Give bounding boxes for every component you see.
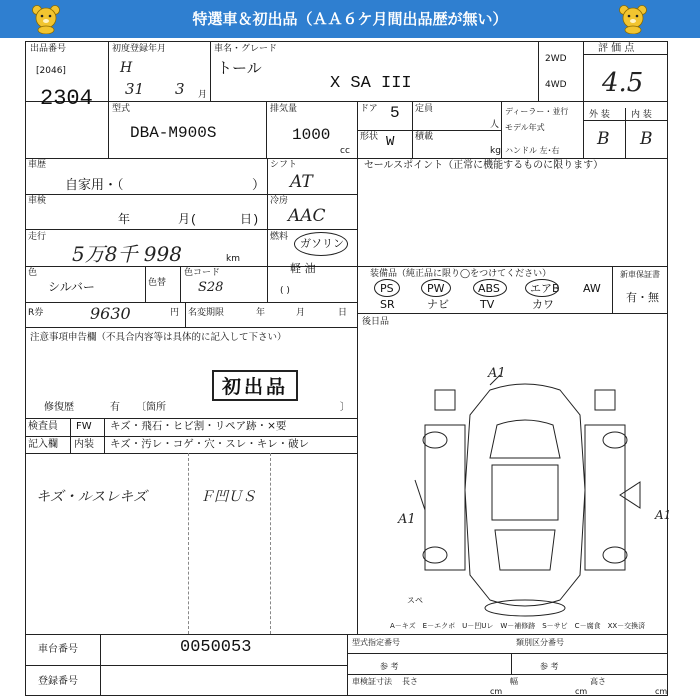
title-change-day: 日 bbox=[338, 308, 348, 318]
width-label: 幅 bbox=[510, 677, 518, 686]
fuel-paren: ( ) bbox=[280, 286, 290, 296]
divider bbox=[145, 266, 146, 302]
equip-circle bbox=[525, 279, 559, 297]
shape-value: W bbox=[386, 134, 395, 150]
color-code-value: S28 bbox=[198, 280, 224, 295]
damage-legend: A－キズ E－エクボ U－凹Uレ W－補修跡 S－サビ C－腐食 XX－交換済 bbox=[390, 622, 646, 630]
divider bbox=[583, 54, 668, 55]
writer-label: 記入欄 bbox=[28, 439, 58, 450]
divider bbox=[108, 41, 109, 158]
drive-4wd: 4WD bbox=[545, 80, 567, 90]
divider bbox=[25, 229, 357, 230]
score-value: 4.5 bbox=[602, 68, 644, 98]
banner-title: 特選車＆初出品（ＡＡ６ケ月間出品歴が無い） bbox=[192, 10, 508, 28]
divider bbox=[25, 418, 357, 419]
model-label: 型式 bbox=[112, 104, 131, 114]
car-grade: X SA III bbox=[330, 74, 412, 93]
equip-airbag: エアB bbox=[530, 282, 560, 295]
equip-tv: TV bbox=[480, 298, 495, 311]
divider bbox=[25, 453, 357, 454]
model-code: DBA-M900S bbox=[130, 124, 217, 142]
inspection-day: 日) bbox=[240, 213, 260, 227]
recycle-label: R券 bbox=[28, 308, 44, 318]
lot-number: 2304 bbox=[40, 86, 93, 111]
color-code-label: 色コード bbox=[184, 268, 221, 278]
handwritten-note-1: キズ・ルスレキズ bbox=[36, 489, 148, 505]
inspector-label: 検査員 bbox=[28, 421, 58, 432]
notes-label: 注意事項申告欄（不具合内容等は具体的に記入して下さい） bbox=[30, 332, 287, 343]
bear-mascot-left-icon bbox=[30, 4, 62, 34]
equipment-label: 装備品（純正品に限り◯をつけてください） bbox=[370, 269, 552, 279]
divider bbox=[347, 634, 348, 696]
kg-unit: kg bbox=[490, 146, 501, 156]
divider bbox=[104, 418, 105, 453]
height-label: 高さ bbox=[590, 677, 606, 686]
model-year-label: モデル年式 bbox=[505, 123, 545, 132]
divider bbox=[180, 266, 181, 302]
cc-unit: cc bbox=[340, 146, 350, 156]
width-cm: cm bbox=[575, 687, 588, 696]
first-listing-stamp: 初出品 bbox=[212, 370, 298, 401]
lot-label: 出品番号 bbox=[30, 44, 67, 54]
equip-ps: PS bbox=[380, 282, 394, 295]
color-value: シルバー bbox=[48, 281, 95, 295]
damage-mark-bottom: スペ bbox=[407, 596, 423, 605]
chassis-label: 車台番号 bbox=[38, 644, 78, 655]
class-number-label: 類別区分番号 bbox=[516, 638, 564, 647]
length-cm: cm bbox=[490, 687, 503, 696]
handle-label: ハンドル 左･右 bbox=[505, 146, 560, 155]
equip-leather: カワ bbox=[532, 298, 554, 311]
name-grade-label: 車名・グレード bbox=[214, 44, 278, 54]
divider bbox=[501, 101, 502, 158]
shift-value: AT bbox=[290, 172, 313, 192]
chassis-number: 0050053 bbox=[180, 638, 252, 657]
title-change-label: 名変期限 bbox=[188, 308, 225, 318]
equip-aw: AW bbox=[583, 282, 601, 295]
divider bbox=[612, 266, 613, 313]
km-unit: km bbox=[226, 254, 240, 264]
ac-label: 冷房 bbox=[270, 196, 289, 206]
equip-navi: ナビ bbox=[427, 298, 449, 311]
exterior-label: 外 装 bbox=[589, 110, 610, 120]
damage-mark-right: A1 bbox=[655, 508, 672, 522]
capacity-label: 定員 bbox=[415, 104, 434, 114]
registration-era: H bbox=[120, 60, 133, 76]
dealer-label: ディーラー・並行 bbox=[505, 107, 569, 116]
damage-mark-top: A1 bbox=[488, 366, 506, 381]
history-value: 自家用・（ bbox=[65, 178, 124, 193]
divider bbox=[583, 41, 584, 158]
lot-sub: [2046] bbox=[36, 66, 66, 76]
registration-number-label: 登録番号 bbox=[38, 676, 78, 687]
repair-close: 〕 bbox=[340, 402, 350, 413]
shape-label: 形状 bbox=[360, 132, 379, 142]
divider bbox=[210, 41, 211, 101]
doors-label: ドア bbox=[360, 104, 378, 114]
handwritten-note-2: Ｆ凹ＵＳ bbox=[200, 489, 256, 505]
divider bbox=[270, 453, 271, 634]
fw-label: FW bbox=[76, 421, 92, 432]
registration-month: 3 bbox=[175, 80, 185, 98]
divider bbox=[511, 653, 512, 674]
divider bbox=[266, 101, 267, 158]
divider bbox=[357, 130, 501, 131]
persons-unit: 人 bbox=[490, 120, 500, 130]
divider bbox=[25, 436, 357, 437]
inspection-label: 車検 bbox=[28, 196, 47, 206]
repair-label: 修復歴 bbox=[44, 402, 74, 413]
ac-value: AAC bbox=[288, 206, 326, 226]
divider bbox=[25, 302, 357, 303]
recycle-amount: 9630 bbox=[90, 304, 131, 323]
color-label: 色 bbox=[28, 268, 38, 278]
registration-label: 初度登録年月 bbox=[112, 44, 167, 54]
displacement-label: 排気量 bbox=[270, 104, 298, 114]
doors-value: 5 bbox=[390, 104, 400, 122]
inspection-month: 月( bbox=[178, 213, 198, 227]
divider bbox=[267, 158, 268, 302]
divider bbox=[100, 634, 101, 696]
divider bbox=[25, 101, 668, 102]
equip-circle bbox=[421, 279, 451, 297]
yen-unit: 円 bbox=[170, 308, 180, 318]
divider bbox=[188, 453, 189, 634]
divider bbox=[25, 327, 357, 328]
divider bbox=[538, 41, 539, 101]
exterior-grade: B bbox=[597, 129, 610, 149]
equip-sr: SR bbox=[380, 298, 395, 311]
divider bbox=[357, 158, 358, 302]
mileage-label: 走行 bbox=[28, 232, 47, 242]
divider bbox=[25, 665, 347, 666]
height-cm: cm bbox=[655, 687, 668, 696]
divider bbox=[347, 674, 668, 675]
divider bbox=[357, 302, 358, 634]
length-label: 長さ bbox=[402, 677, 418, 686]
ref-label-2: 参 考 bbox=[540, 662, 559, 671]
new-warranty-label: 新車保証書 bbox=[620, 270, 660, 279]
new-warranty-value: 有・無 bbox=[626, 291, 659, 304]
history-close: ） bbox=[252, 178, 266, 193]
fuel-circle bbox=[294, 232, 348, 256]
fuel-alt: 軽 油 bbox=[290, 262, 316, 275]
interior-items: キズ・汚レ・コゲ・穴・スレ・キレ・破レ bbox=[110, 438, 310, 450]
car-maker: トール bbox=[217, 61, 262, 78]
fuel-label: 燃料 bbox=[270, 232, 289, 242]
repair-value: 有 bbox=[110, 402, 120, 413]
interior-label: 内 装 bbox=[631, 110, 652, 120]
divider bbox=[70, 418, 71, 453]
inspection-year: 年 bbox=[118, 213, 131, 227]
equip-circle bbox=[374, 279, 400, 297]
title-change-year: 年 bbox=[256, 308, 266, 318]
damage-mark-left: A1 bbox=[398, 512, 416, 527]
registration-year: 31 bbox=[125, 80, 145, 98]
divider bbox=[185, 302, 186, 327]
divider bbox=[625, 108, 626, 158]
equip-abs: ABS bbox=[478, 282, 500, 295]
load-label: 積載 bbox=[415, 132, 434, 142]
fuel-value: ガソリン bbox=[300, 237, 344, 250]
dims-label: 車検証寸法 bbox=[352, 677, 392, 686]
drive-2wd: 2WD bbox=[545, 54, 567, 64]
equip-pw: PW bbox=[427, 282, 445, 295]
interior-grade: B bbox=[640, 129, 653, 149]
history-label: 車歴 bbox=[28, 160, 47, 170]
sales-point-label: セールスポイント（正常に機能するものに限ります） bbox=[364, 160, 604, 171]
interior-check-label: 内装 bbox=[74, 439, 94, 450]
model-designation-label: 型式指定番号 bbox=[352, 638, 400, 647]
ref-label-1: 参 考 bbox=[380, 662, 399, 671]
month-unit: 月 bbox=[198, 90, 208, 100]
bear-mascot-right-icon bbox=[617, 4, 649, 34]
divider bbox=[357, 313, 668, 314]
divider bbox=[357, 266, 668, 267]
divider bbox=[25, 194, 357, 195]
divider bbox=[347, 653, 668, 654]
fw-items: キズ・飛石・ヒビ割・リペア跡・×要 bbox=[110, 420, 287, 432]
rear-items-label: 後日品 bbox=[362, 317, 390, 327]
mileage-value: 5万8千 998 bbox=[72, 242, 182, 266]
car-damage-diagram bbox=[395, 370, 655, 620]
repair-bracket: 〔箇所 bbox=[136, 402, 166, 413]
displacement-value: 1000 bbox=[292, 126, 331, 144]
equip-circle bbox=[473, 279, 507, 297]
score-label: 評 価 点 bbox=[598, 43, 635, 54]
divider bbox=[25, 158, 668, 159]
color-change-label: 色替 bbox=[148, 278, 167, 288]
title-change-month: 月 bbox=[296, 308, 306, 318]
shift-label: シフト bbox=[270, 160, 298, 170]
